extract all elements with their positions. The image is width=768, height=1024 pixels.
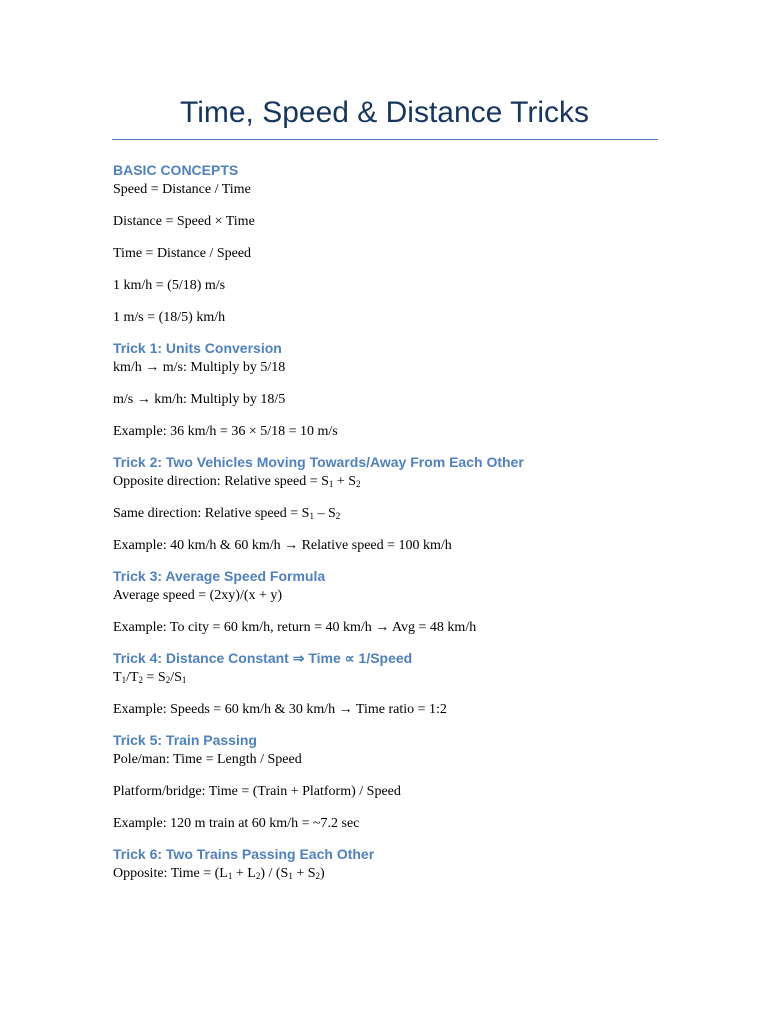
section-heading: Trick 2: Two Vehicles Moving Towards/Away From Each Other [113,454,524,470]
formula-line: Opposite: Time = $(L_1 + L_2) / (S_1 + S_2)$ [113,866,325,881]
section-heading: BASIC CONCEPTS [113,162,239,178]
formula-line: m/s → km/h: Multiply by 18/5 [113,392,286,407]
example-line: Example: 40 km/h & 60 km/h → Relative speed = 100 km/h [113,538,452,553]
formula-line: Same direction: Relative speed = $S_1 - S_2$ [113,506,341,521]
formula-line: Average speed = (2xy)/(x + y) [113,588,283,603]
formula-line: Platform/bridge: Time = (Train + Platform) / Speed [113,784,401,799]
formula-line: km/h → m/s: Multiply by 5/18 [113,360,286,375]
section-heading: Trick 4: Distance Constant ⇒ Time ∝ 1/Speed [113,650,413,666]
example-line: Example: 120 m train at 60 km/h = ~7.2 sec [113,816,360,831]
formula-line: Pole/man: Time = Length / Speed [113,752,302,767]
section-trick-5 [113,730,673,834]
document-title: Time, Speed & Distance Tricks [179,96,590,129]
title-underline [112,139,658,140]
section-trick-2 [113,452,673,556]
formula-line: Time = Distance / Speed [113,246,252,261]
section-trick-6 [113,844,673,884]
example-line: Example: 36 km/h = 36 × 5/18 = 10 m/s [113,424,338,439]
section-trick-1 [113,338,673,442]
formula-line: Distance = Speed × Time [113,214,255,229]
section-trick-3 [113,566,673,638]
formula-line: 1 m/s = (18/5) km/h [113,310,226,325]
example-line: Example: To city = 60 km/h, return = 40 km/h → Avg = 48 km/h [113,620,477,635]
formula-line: 1 km/h = (5/18) m/s [113,278,226,293]
section-basic-concepts [113,160,673,328]
formula-line: Opposite direction: Relative speed = $S_1 + S_2$ [113,474,361,489]
section-heading: Trick 5: Train Passing [113,732,257,748]
formula-line: Speed = Distance / Time [113,182,251,197]
section-heading: Trick 6: Two Trains Passing Each Other [113,846,375,862]
example-line: Example: Speeds = 60 km/h & 30 km/h → Time ratio = 1:2 [113,702,447,717]
document-body [113,160,673,894]
section-heading: Trick 1: Units Conversion [113,340,282,356]
formula-line: $T_1/T_2 = S_2/S_1$ [113,670,187,685]
section-heading: Trick 3: Average Speed Formula [113,568,326,584]
section-trick-4 [113,648,673,720]
